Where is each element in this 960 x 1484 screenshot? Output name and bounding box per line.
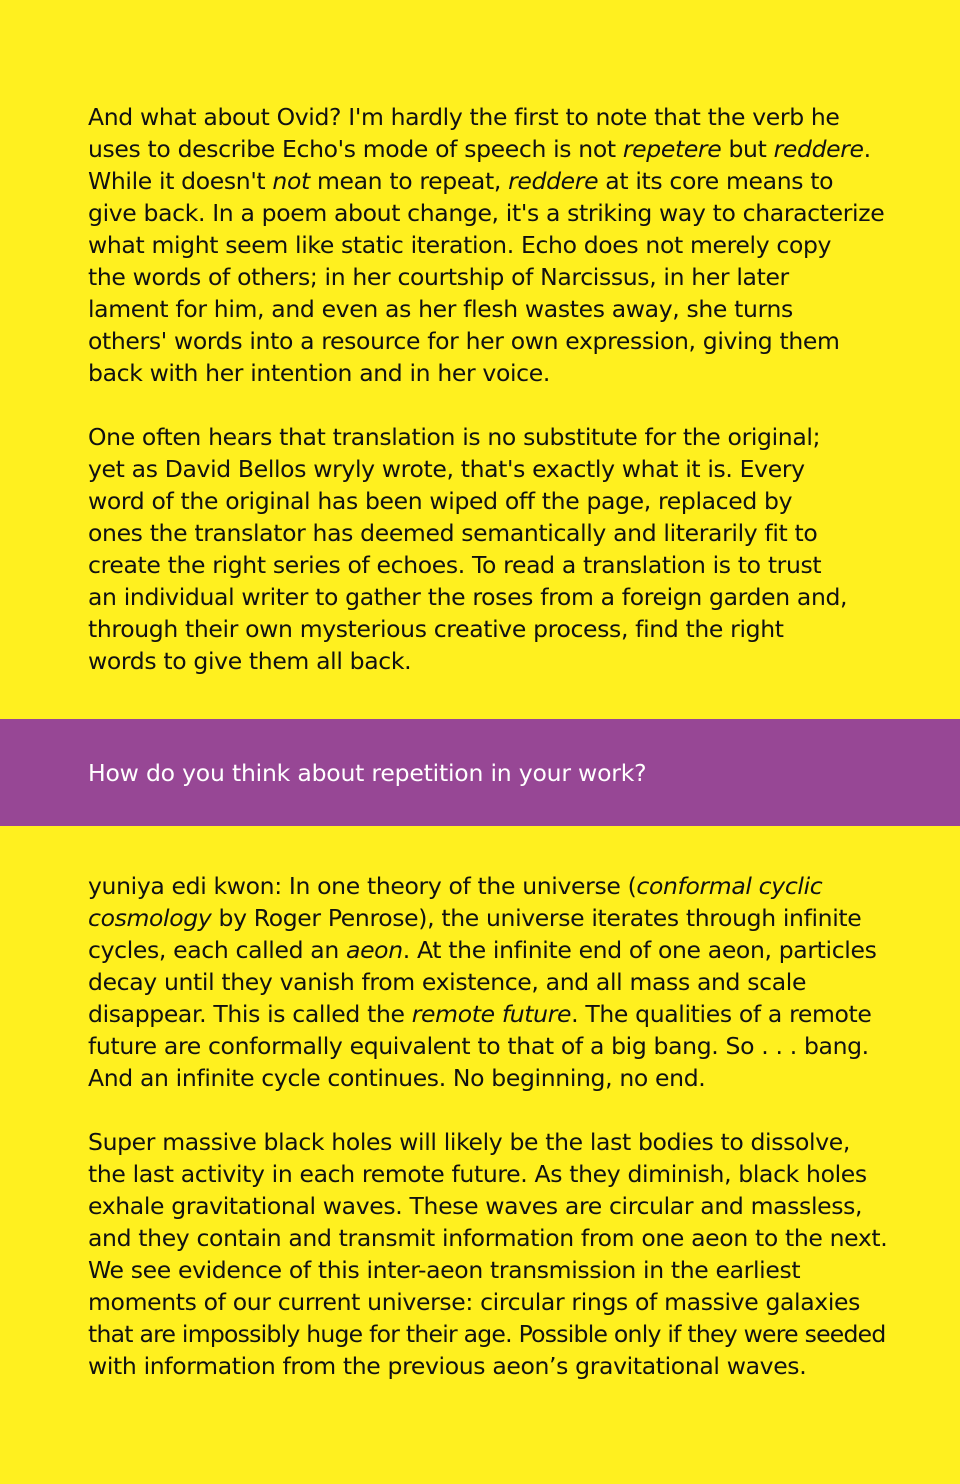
paragraph-penrose [88, 870, 877, 1094]
text-line: While it doesn't not mean to repeat, reddere at its core means to [88, 167, 834, 195]
text-line: words to give them all back. [88, 647, 412, 675]
text-line: One often hears that translation is no substitute for the original; [88, 423, 821, 451]
text-line: future are conformally equivalent to that of a big bang. So . . . bang. [88, 1032, 869, 1060]
text-line: an individual writer to gather the roses from a foreign garden and, [88, 583, 848, 611]
text-line: And an infinite cycle continues. No beginning, no end. [88, 1064, 706, 1092]
text-line: ones the translator has deemed semantically and literarily fit to [88, 519, 818, 547]
question-band [0, 719, 960, 826]
text-line: Super massive black holes will likely be the last bodies to dissolve, [88, 1128, 850, 1156]
text-line: cosmology by Roger Penrose), the universe iterates through infinite [88, 904, 862, 932]
text-line: cycles, each called an aeon. At the infinite end of one aeon, particles [88, 936, 877, 964]
text-line: through their own mysterious creative process, find the right [88, 615, 784, 643]
text-line: give back. In a poem about change, it's a striking way to characterize [88, 199, 885, 227]
text-line: We see evidence of this inter-aeon transmission in the earliest [88, 1256, 801, 1284]
paragraph-black-holes [88, 1126, 888, 1382]
text-line: what might seem like static iteration. Echo does not merely copy [88, 231, 832, 259]
text-line: decay until they vanish from existence, and all mass and scale [88, 968, 807, 996]
text-line: back with her intention and in her voice. [88, 359, 550, 387]
text-line: the last activity in each remote future. As they diminish, black holes [88, 1160, 867, 1188]
text-line: create the right series of echoes. To read a translation is to trust [88, 551, 822, 579]
paragraph-gap [88, 1094, 868, 1126]
top-text-section [88, 101, 885, 677]
paragraph-ovid [88, 101, 885, 389]
text-line: moments of our current universe: circular rings of massive galaxies [88, 1288, 861, 1316]
paragraph-gap [88, 389, 868, 421]
text-line: lament for him, and even as her flesh wastes away, she turns [88, 295, 793, 323]
text-line: that are impossibly huge for their age. Possible only if they were seeded [88, 1320, 886, 1348]
text-line: and they contain and transmit information from one aeon to the next. [88, 1224, 888, 1252]
text-line: the words of others; in her courtship of Narcissus, in her later [88, 263, 789, 291]
text-line: yet as David Bellos wryly wrote, that's exactly what it is. Every [88, 455, 805, 483]
text-line: exhale gravitational waves. These waves are circular and massless, [88, 1192, 863, 1220]
text-line: disappear. This is called the remote future. The qualities of a remote [88, 1000, 872, 1028]
text-line: word of the original has been wiped off the page, replaced by [88, 487, 793, 515]
text-line: uses to describe Echo's mode of speech is not repetere but reddere. [88, 135, 871, 163]
text-line: others' words into a resource for her own expression, giving them [88, 327, 840, 355]
text-line: yuniya edi kwon: In one theory of the universe (conformal cyclic [88, 872, 823, 900]
text-line: with information from the previous aeon’s gravitational waves. [88, 1352, 807, 1380]
interview-question: How do you think about repetition in your work? [88, 759, 647, 787]
paragraph-translation [88, 421, 868, 677]
bottom-text-section [88, 870, 888, 1382]
text-line: And what about Ovid? I'm hardly the first to note that the verb he [88, 103, 840, 131]
